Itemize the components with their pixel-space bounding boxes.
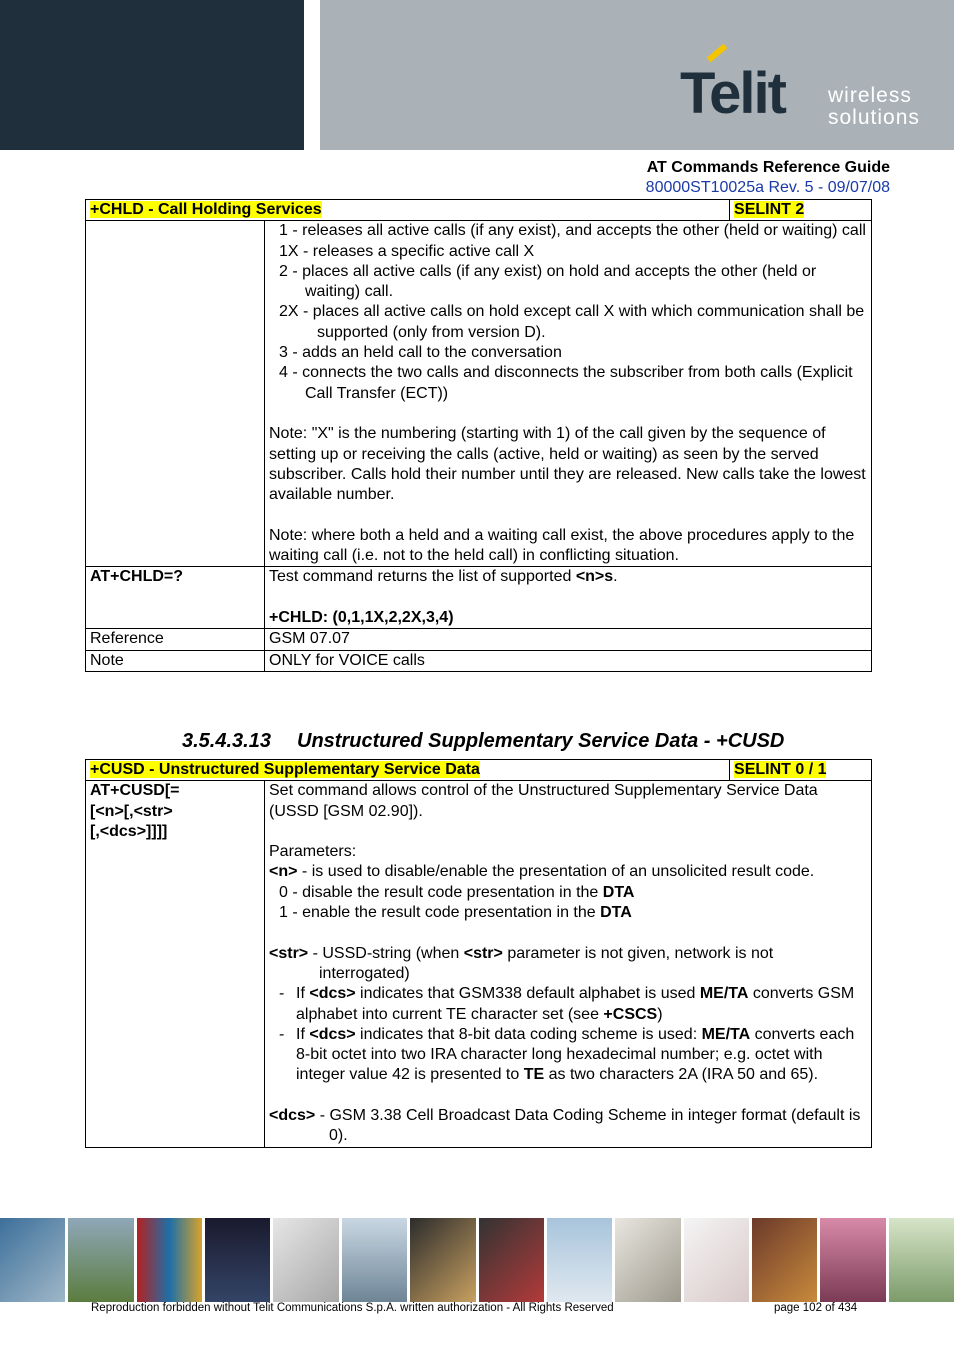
chld-options-cell — [265, 221, 872, 567]
photo-highway — [0, 1218, 65, 1302]
photo-camera — [889, 1218, 954, 1302]
chld-option-3: 3 - adds an held call to the conversation — [279, 344, 562, 362]
chld-reference-row — [86, 629, 872, 650]
cusd-str-bullet-8bit: - If <dcs> indicates that 8-bit data coding scheme is used: ME/TA converts each 8-bit octet into two IRA character long hexadecimal number; e.g. octet with integer value 42 is presented to TE as two characters 2A (IRA 50 and 65). — [279, 1025, 855, 1084]
chld-table — [85, 199, 872, 672]
chld-reference-label: Reference — [86, 629, 265, 650]
chld-note-numbering: Note: "X" is the numbering (starting with 1) of the call given by the sequence of setting up or receiving the calls (active, held or waiting) as seen by the served subscriber. Calls hold their number until they are released. New calls take the lowest available number. — [269, 425, 866, 504]
cusd-command-cell — [86, 781, 265, 1147]
chld-option-2x: 2X - places all active calls on hold except call X with which communication shall be supported (only from version D). — [279, 303, 865, 341]
photo-cyclist — [342, 1218, 407, 1302]
doc-title: AT Commands Reference Guide — [646, 159, 890, 176]
cusd-selint: SELINT 0 / 1 — [734, 761, 827, 778]
chld-option-4: 4 - connects the two calls and disconnects the subscriber from both calls (Explicit Call Transfer (ECT)) — [279, 364, 853, 402]
cusd-intro: Set command allows control of the Unstructured Supplementary Service Data (USSD [GSM 02.90]). — [269, 782, 818, 820]
cusd-n-option-0: 0 - disable the result code presentation in the DTA — [279, 883, 635, 901]
photo-keyboard — [273, 1218, 338, 1302]
chld-note-label: Note — [86, 650, 265, 671]
section-heading — [182, 730, 784, 753]
chld-options-row — [86, 221, 872, 567]
footer-copyright: Reproduction forbidden without Telit Communications S.p.A. written authorization - All Rights Reserved — [91, 1302, 614, 1314]
telit-logo — [676, 48, 936, 132]
chld-empty-cell — [86, 221, 265, 567]
chld-test-command: AT+CHLD=? — [90, 568, 184, 586]
photo-laser — [684, 1218, 749, 1302]
logo-wordmark: Telit — [680, 61, 785, 126]
cusd-cmd-line-2: [<n>[,<str> — [90, 802, 173, 820]
photo-card-reader — [410, 1218, 475, 1302]
header-dark-block — [0, 0, 304, 150]
chld-option-1x: 1X - releases a specific active call X — [279, 242, 535, 260]
chld-reference-value: GSM 07.07 — [265, 629, 872, 650]
chld-header-row — [86, 200, 872, 221]
section-title: Unstructured Supplementary Service Data - +CUSD — [297, 730, 785, 752]
photo-meter — [615, 1218, 680, 1302]
photo-vending — [479, 1218, 544, 1302]
chld-test-description: Test command returns the list of supported <n>s. — [269, 568, 618, 586]
doc-reference: 80000ST10025a Rev. 5 - 09/07/08 — [645, 179, 890, 196]
chld-option-1: 1 - releases all active calls (if any exist), and accepts the other (held or waiting) call — [279, 222, 866, 240]
cusd-set-row — [86, 781, 872, 1147]
chld-note-conflict: Note: where both a held and a waiting call exist, the above procedures apply to the waiting call (i.e. not to the held call) in conflicting situation. — [269, 526, 855, 565]
chld-title: +CHLD - Call Holding Services — [90, 201, 322, 218]
cusd-param-n: <n> - is used to disable/enable the presentation of an unsolicited result code. — [269, 863, 815, 881]
photo-field — [68, 1218, 133, 1302]
footer-photo-strip — [0, 1218, 954, 1302]
photo-industry — [820, 1218, 885, 1302]
cusd-cmd-line-1: AT+CUSD[= — [90, 782, 180, 800]
footer-page-number: page 102 of 434 — [774, 1302, 858, 1314]
photo-containers — [137, 1218, 202, 1302]
photo-wind-turbines — [547, 1218, 612, 1302]
chld-note-value: ONLY for VOICE calls — [265, 650, 872, 671]
cusd-table — [85, 759, 872, 1148]
chld-test-row — [86, 567, 872, 629]
cusd-str-bullet-gsm338: - If <dcs> indicates that GSM338 default alphabet is used ME/TA converts GSM alphabet into current TE character set (see +CSCS) — [279, 985, 855, 1023]
photo-departure-board — [205, 1218, 270, 1302]
logo-tagline-1: wireless — [828, 84, 912, 107]
chld-test-response: +CHLD: (0,1,1X,2,2X,3,4) — [269, 608, 454, 626]
cusd-n-option-1: 1 - enable the result code presentation in the DTA — [279, 904, 632, 922]
cusd-param-dcs: <dcs> - GSM 3.38 Cell Broadcast Data Coding Scheme in integer format (default is 0). — [269, 1107, 861, 1145]
logo-tagline-2: solutions — [828, 106, 920, 129]
chld-note-row — [86, 650, 872, 671]
cusd-params-label: Parameters: — [269, 843, 357, 861]
cusd-header-row — [86, 760, 872, 781]
cusd-title: +CUSD - Unstructured Supplementary Service Data — [90, 761, 480, 778]
photo-crowd — [752, 1218, 817, 1302]
chld-option-2: 2 - places all active calls (if any exist) on hold and accepts the other (held or waiting) call. — [279, 262, 817, 301]
cusd-cmd-line-3: [,<dcs>]]]] — [90, 822, 168, 840]
cusd-param-str: <str> - USSD-string (when <str> parameter is not given, network is not interrogated) — [269, 944, 774, 982]
cusd-description-cell — [265, 781, 872, 1147]
section-number: 3.5.4.3.13 — [182, 730, 271, 752]
chld-selint: SELINT 2 — [734, 201, 805, 218]
